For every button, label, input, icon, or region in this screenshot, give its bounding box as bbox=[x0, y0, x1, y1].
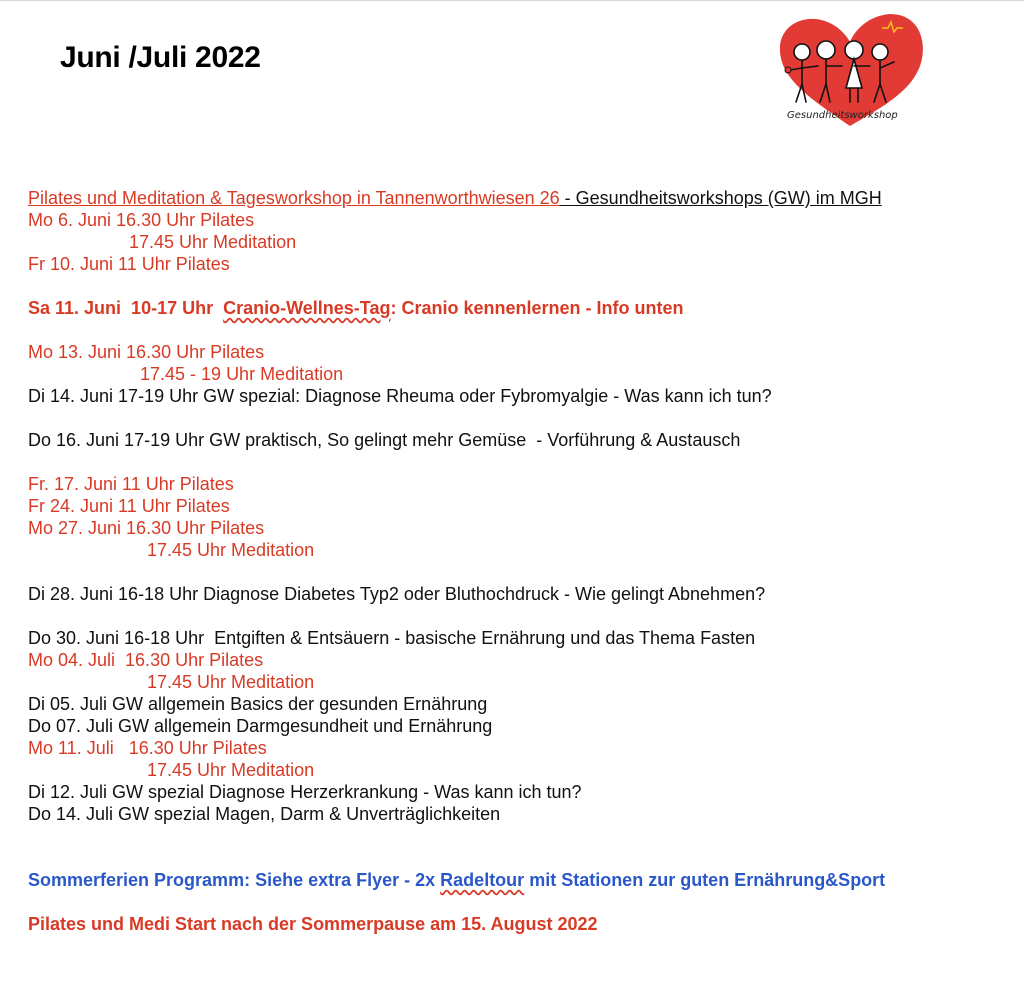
cranio-desc: : Cranio kennenlernen - Info unten bbox=[390, 298, 684, 318]
intro-gw: - Gesundheitsworkshops (GW) im MGH bbox=[559, 188, 882, 208]
cranio-date: Sa 11. Juni 10-17 Uhr bbox=[28, 298, 224, 318]
summer-text-end: mit Stationen zur guten Ernährung&Sport bbox=[524, 870, 886, 890]
list-item: Fr 10. Juni 11 Uhr Pilates bbox=[28, 254, 230, 274]
list-item: Do 07. Juli GW allgemein Darmgesundheit und Ernährung bbox=[28, 716, 493, 736]
list-item: 17.45 Uhr Meditation bbox=[129, 232, 297, 252]
list-item: Do 14. Juli GW spezial Magen, Darm & Unverträglichkeiten bbox=[28, 804, 501, 824]
list-item: Di 05. Juli GW allgemein Basics der gesunden Ernährung bbox=[28, 694, 488, 714]
intro-line bbox=[28, 187, 1018, 209]
list-item: 17.45 Uhr Meditation bbox=[147, 540, 315, 560]
page-title: Juni /Juli 2022 bbox=[60, 41, 261, 74]
list-item: Mo 11. Juli 16.30 Uhr Pilates bbox=[28, 738, 267, 758]
list-item: Mo 6. Juni 16.30 Uhr Pilates bbox=[28, 210, 255, 230]
list-item: Di 12. Juli GW spezial Diagnose Herzerkrankung - Was kann ich tun? bbox=[28, 782, 582, 802]
cranio-line bbox=[28, 297, 1018, 319]
list-item: Do 30. Juni 16-18 Uhr Entgiften & Entsäuern - basische Ernährung und das Thema Fasten bbox=[28, 628, 756, 648]
list-item: Di 14. Juni 17-19 Uhr GW spezial: Diagnose Rheuma oder Fybromyalgie - Was kann ich tun? bbox=[28, 386, 772, 406]
summer-program-line bbox=[28, 869, 1018, 891]
list-item: 17.45 Uhr Meditation bbox=[147, 760, 315, 780]
list-item: Di 28. Juni 16-18 Uhr Diagnose Diabetes Typ2 oder Bluthochdruck - Wie gelingt Abnehmen? bbox=[28, 584, 766, 604]
list-item: Mo 04. Juli 16.30 Uhr Pilates bbox=[28, 650, 264, 670]
list-item: Fr. 17. Juni 11 Uhr Pilates bbox=[28, 474, 234, 494]
radeltour: Radeltour bbox=[440, 870, 525, 890]
list-item: Mo 13. Juni 16.30 Uhr Pilates bbox=[28, 342, 265, 362]
list-item: Fr 24. Juni 11 Uhr Pilates bbox=[28, 496, 230, 516]
list-item: 17.45 Uhr Meditation bbox=[147, 672, 315, 692]
intro-venue: Pilates und Meditation & Tagesworkshop in Tannenworthwiesen 26 bbox=[28, 188, 560, 208]
logo-caption: Gesundheitsworkshop bbox=[787, 110, 898, 121]
list-item: Do 16. Juni 17-19 Uhr GW praktisch, So gelingt mehr Gemüse - Vorführung & Austausch bbox=[28, 430, 741, 450]
cranio-title: Cranio-Wellnes-Tag bbox=[223, 298, 391, 318]
footer-note: Pilates und Medi Start nach der Sommerpause am 15. August 2022 bbox=[28, 914, 598, 934]
list-item: 17.45 - 19 Uhr Meditation bbox=[140, 364, 344, 384]
list-item: Mo 27. Juni 16.30 Uhr Pilates bbox=[28, 518, 265, 538]
top-divider bbox=[0, 0, 1024, 1]
summer-text: Sommerferien Programm: Siehe extra Flyer - 2x bbox=[28, 870, 441, 890]
schedule bbox=[28, 187, 1018, 935]
